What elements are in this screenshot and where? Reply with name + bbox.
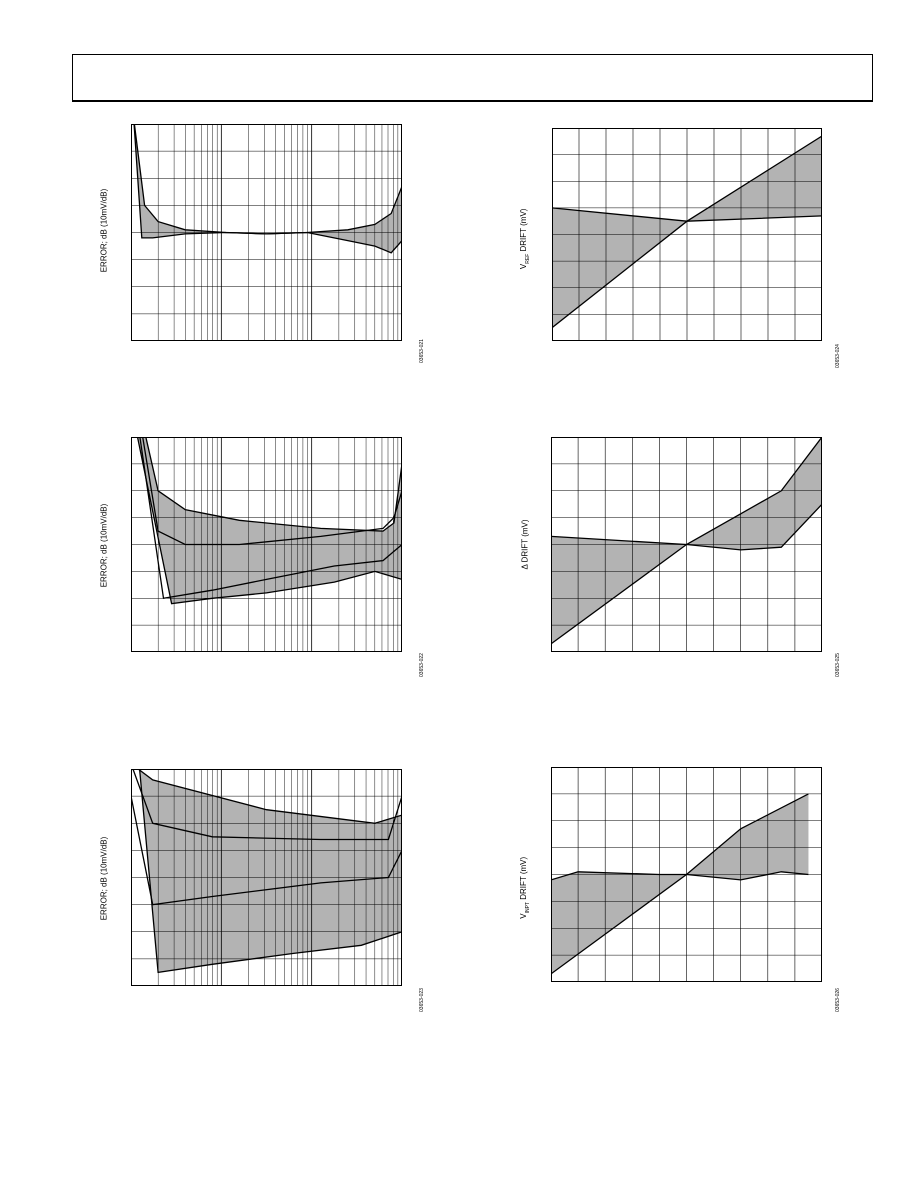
figure-id: 03653-021: [419, 339, 425, 363]
vinpt-drift-chart: [551, 767, 822, 982]
plot-area: [551, 767, 822, 982]
y-axis-label-main: V: [519, 913, 529, 919]
y-axis-label-sub: REF: [524, 253, 531, 264]
y-axis-label-rest: DRIFT (mV): [519, 208, 529, 254]
figure-id: 03653-023: [419, 988, 425, 1012]
y-axis-label-sub: INPT: [524, 902, 531, 914]
plot-area: [552, 128, 822, 341]
error-chart-3: [131, 769, 402, 986]
plot-area: [131, 119, 402, 341]
y-axis-label: [519, 788, 531, 988]
page-header-box: [72, 54, 873, 102]
figure-id: 03653-026: [835, 988, 841, 1012]
y-axis-label: ERROR; dB (10mV/dB): [99, 836, 109, 921]
y-axis-label: ERROR; dB (10mV/dB): [99, 503, 109, 588]
plot-area: [131, 764, 402, 986]
error-chart-1: [131, 124, 402, 341]
vref-drift-chart: [552, 128, 822, 341]
y-axis-label: Δ DRIFT (mV): [520, 519, 530, 570]
delta-drift-chart: [551, 437, 822, 652]
shaded-band: [131, 764, 402, 973]
figure-id: 03653-024: [835, 344, 841, 368]
figure-id: 03653-025: [835, 653, 841, 677]
y-axis-label: [519, 139, 531, 339]
y-axis-label-main: V: [519, 263, 529, 270]
error-chart-2: [131, 437, 402, 652]
figure-id: 03653-022: [419, 653, 425, 677]
plot-area: [131, 432, 402, 652]
y-axis-label: ERROR; dB (10mV/dB): [99, 188, 109, 273]
y-axis-label-rest: DRIFT (mV): [519, 856, 529, 903]
plot-area: [551, 437, 822, 652]
